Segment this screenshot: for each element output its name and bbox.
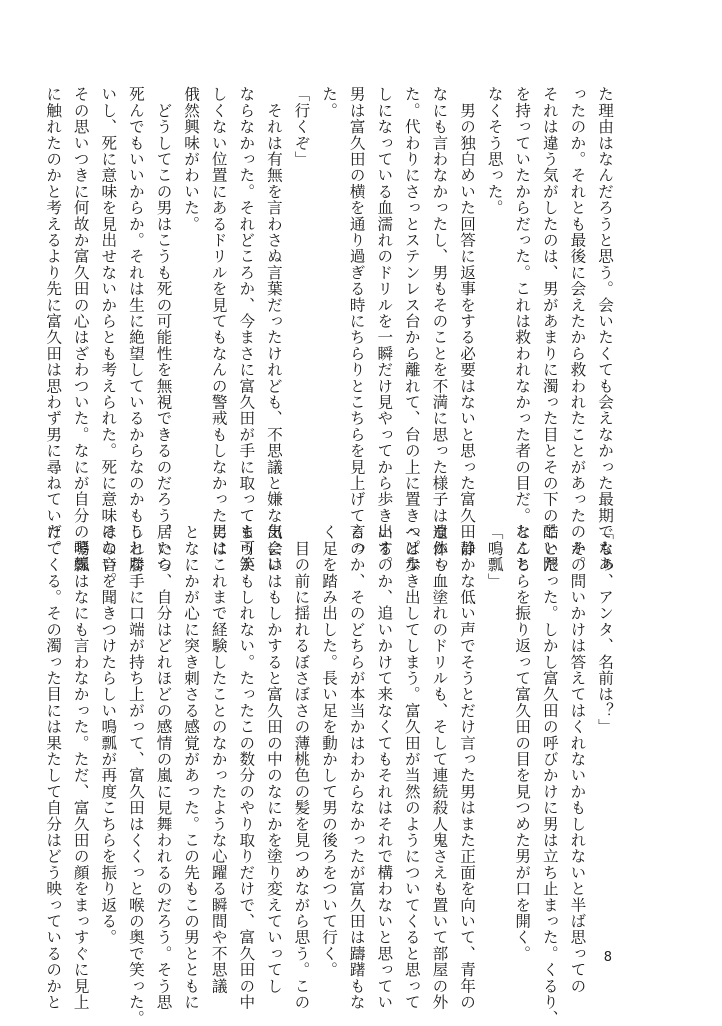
text-line: 出会いはもしかすると富久田の中のなにかを塗り変えていってし — [264, 524, 283, 994]
text-line: なにも言わなかったし、男もそのことを不満に思った様子はなかっ — [430, 86, 449, 572]
text-line: へと歩き出してしまう。富久田が当然のようについてくると思って — [402, 524, 421, 1010]
text-line: 「行くぞ」 — [292, 86, 311, 167]
text-line: た。代わりにさっとステンレス台から離れて、台の上に置きっぱな — [402, 86, 421, 572]
text-line: く足を踏み出した。長い足を動かして男の後ろをついて行く。 — [320, 524, 339, 978]
text-line: 俄然興味がわいた。 — [182, 86, 201, 232]
text-line: 鳴瓢はなにも言わなかった。ただ、富久田の顔をまっすぐに見上 — [71, 524, 90, 1010]
text-line: げてくる。その濁った目には果たして自分はどう映っているのかと — [44, 524, 63, 1010]
text-line: ことだった。しかし富久田の呼びかけに男は立ち止まった。くるり、 — [540, 524, 559, 1026]
text-line: るのか、そのどちらが本当かはわからなかったが富久田は躊躇もな — [347, 524, 366, 1010]
text-line: とこちらを振り返って富久田の目を見つめた男が口を開く。 — [513, 524, 532, 962]
text-line: それは有無を言わさぬ言葉だったけれども、不思議と嫌な気には — [264, 86, 283, 572]
text-line: にはこれまで経験したことのなかったような心躍る瞬間や不思議 — [209, 524, 228, 994]
text-line: その問いかけは答えてはくれないかもしれないと半ば思っての — [568, 524, 587, 994]
text-line: 静かな低い声でそうとだけ言った男はまた正面を向いて、青年の — [458, 524, 477, 1010]
text-line: いし、死に意味を見出せないからとも考えられた。死に意味はない。 — [99, 86, 118, 589]
text-line: しくない位置にあるドリルを見てもなんの警戒もしなかった男に — [209, 86, 228, 556]
text-line: 遺体も血塗れのドリルも、そして連続殺人鬼さえも置いて部屋の外 — [430, 524, 449, 1010]
text-line: その思いつきに何故か富久田の心はざわついた。なにが自分の琴線 — [71, 86, 90, 572]
text-line: しになっている血濡れのドリルを一瞬だけ見やってから歩き出す。 — [375, 86, 394, 572]
text-line: まうかもしれない。たったこの数分のやり取りだけで、富久田の中 — [237, 524, 256, 1010]
text-line: いるのか、追いかけて来なくてもそれはそれで構わないと思ってい — [375, 524, 394, 1010]
text-line: に触れたのかと考えるより先に富久田は思わず男に尋ねていた。 — [44, 86, 63, 556]
text-line: を持っていたからだった。これは救われなかった者の目だ。なんと — [513, 86, 532, 572]
text-line: それは違う気がしたのは、男があまりに濁った目とその下の酷い隈 — [540, 86, 559, 572]
text-line: 男の独白めいた回答に返事をする必要はないと思った富久田は — [458, 86, 477, 556]
page-number: 8 — [603, 950, 612, 965]
text-line: どうしてこの男はこうも死の可能性を無視できるのだろう。いつ — [154, 86, 173, 572]
lower-text-block — [44, 524, 618, 1026]
text-line: 目の前に揺れるぼさぼさの薄桃色の髪を見つめながら思う。この — [292, 524, 311, 1010]
text-line: 男は富久田の横を通り過ぎる時にちらりとこちらを見上げて言っ — [347, 86, 366, 556]
text-line: ったのか。それとも最後に会えたから救われたことがあったのか。 — [568, 86, 587, 572]
text-line: 「鳴瓢」 — [485, 524, 504, 589]
text-line: た。 — [320, 86, 339, 119]
text-line: となにかが心に突き刺さる感覚があった。この先もこの男とともに — [182, 524, 201, 1010]
text-line: た理由はなんだろうと思う。会いたくても会えなかった最期でもあ — [596, 86, 614, 572]
text-line: その音を聞きつけたらしい鳴瓢が再度こちらを振り返る。 — [99, 524, 118, 946]
text-line: 「なぁ、アンタ、名前は？」 — [596, 524, 614, 735]
text-line: うと勝手に口端が持ち上がって、富久田はくくっと喉の奥で笑った。 — [126, 524, 145, 1026]
text-line: ならなかった。それどころか、今まさに富久田が手に取っても可笑 — [237, 86, 256, 572]
text-line: なくそう思った。 — [485, 86, 504, 216]
text-line: 居たら、自分はどれほどの感情の嵐に見舞われるのだろう。そう思 — [154, 524, 173, 1010]
text-line: 死んでもいいからか。それは生に絶望しているからなのかもしれな — [126, 86, 145, 572]
